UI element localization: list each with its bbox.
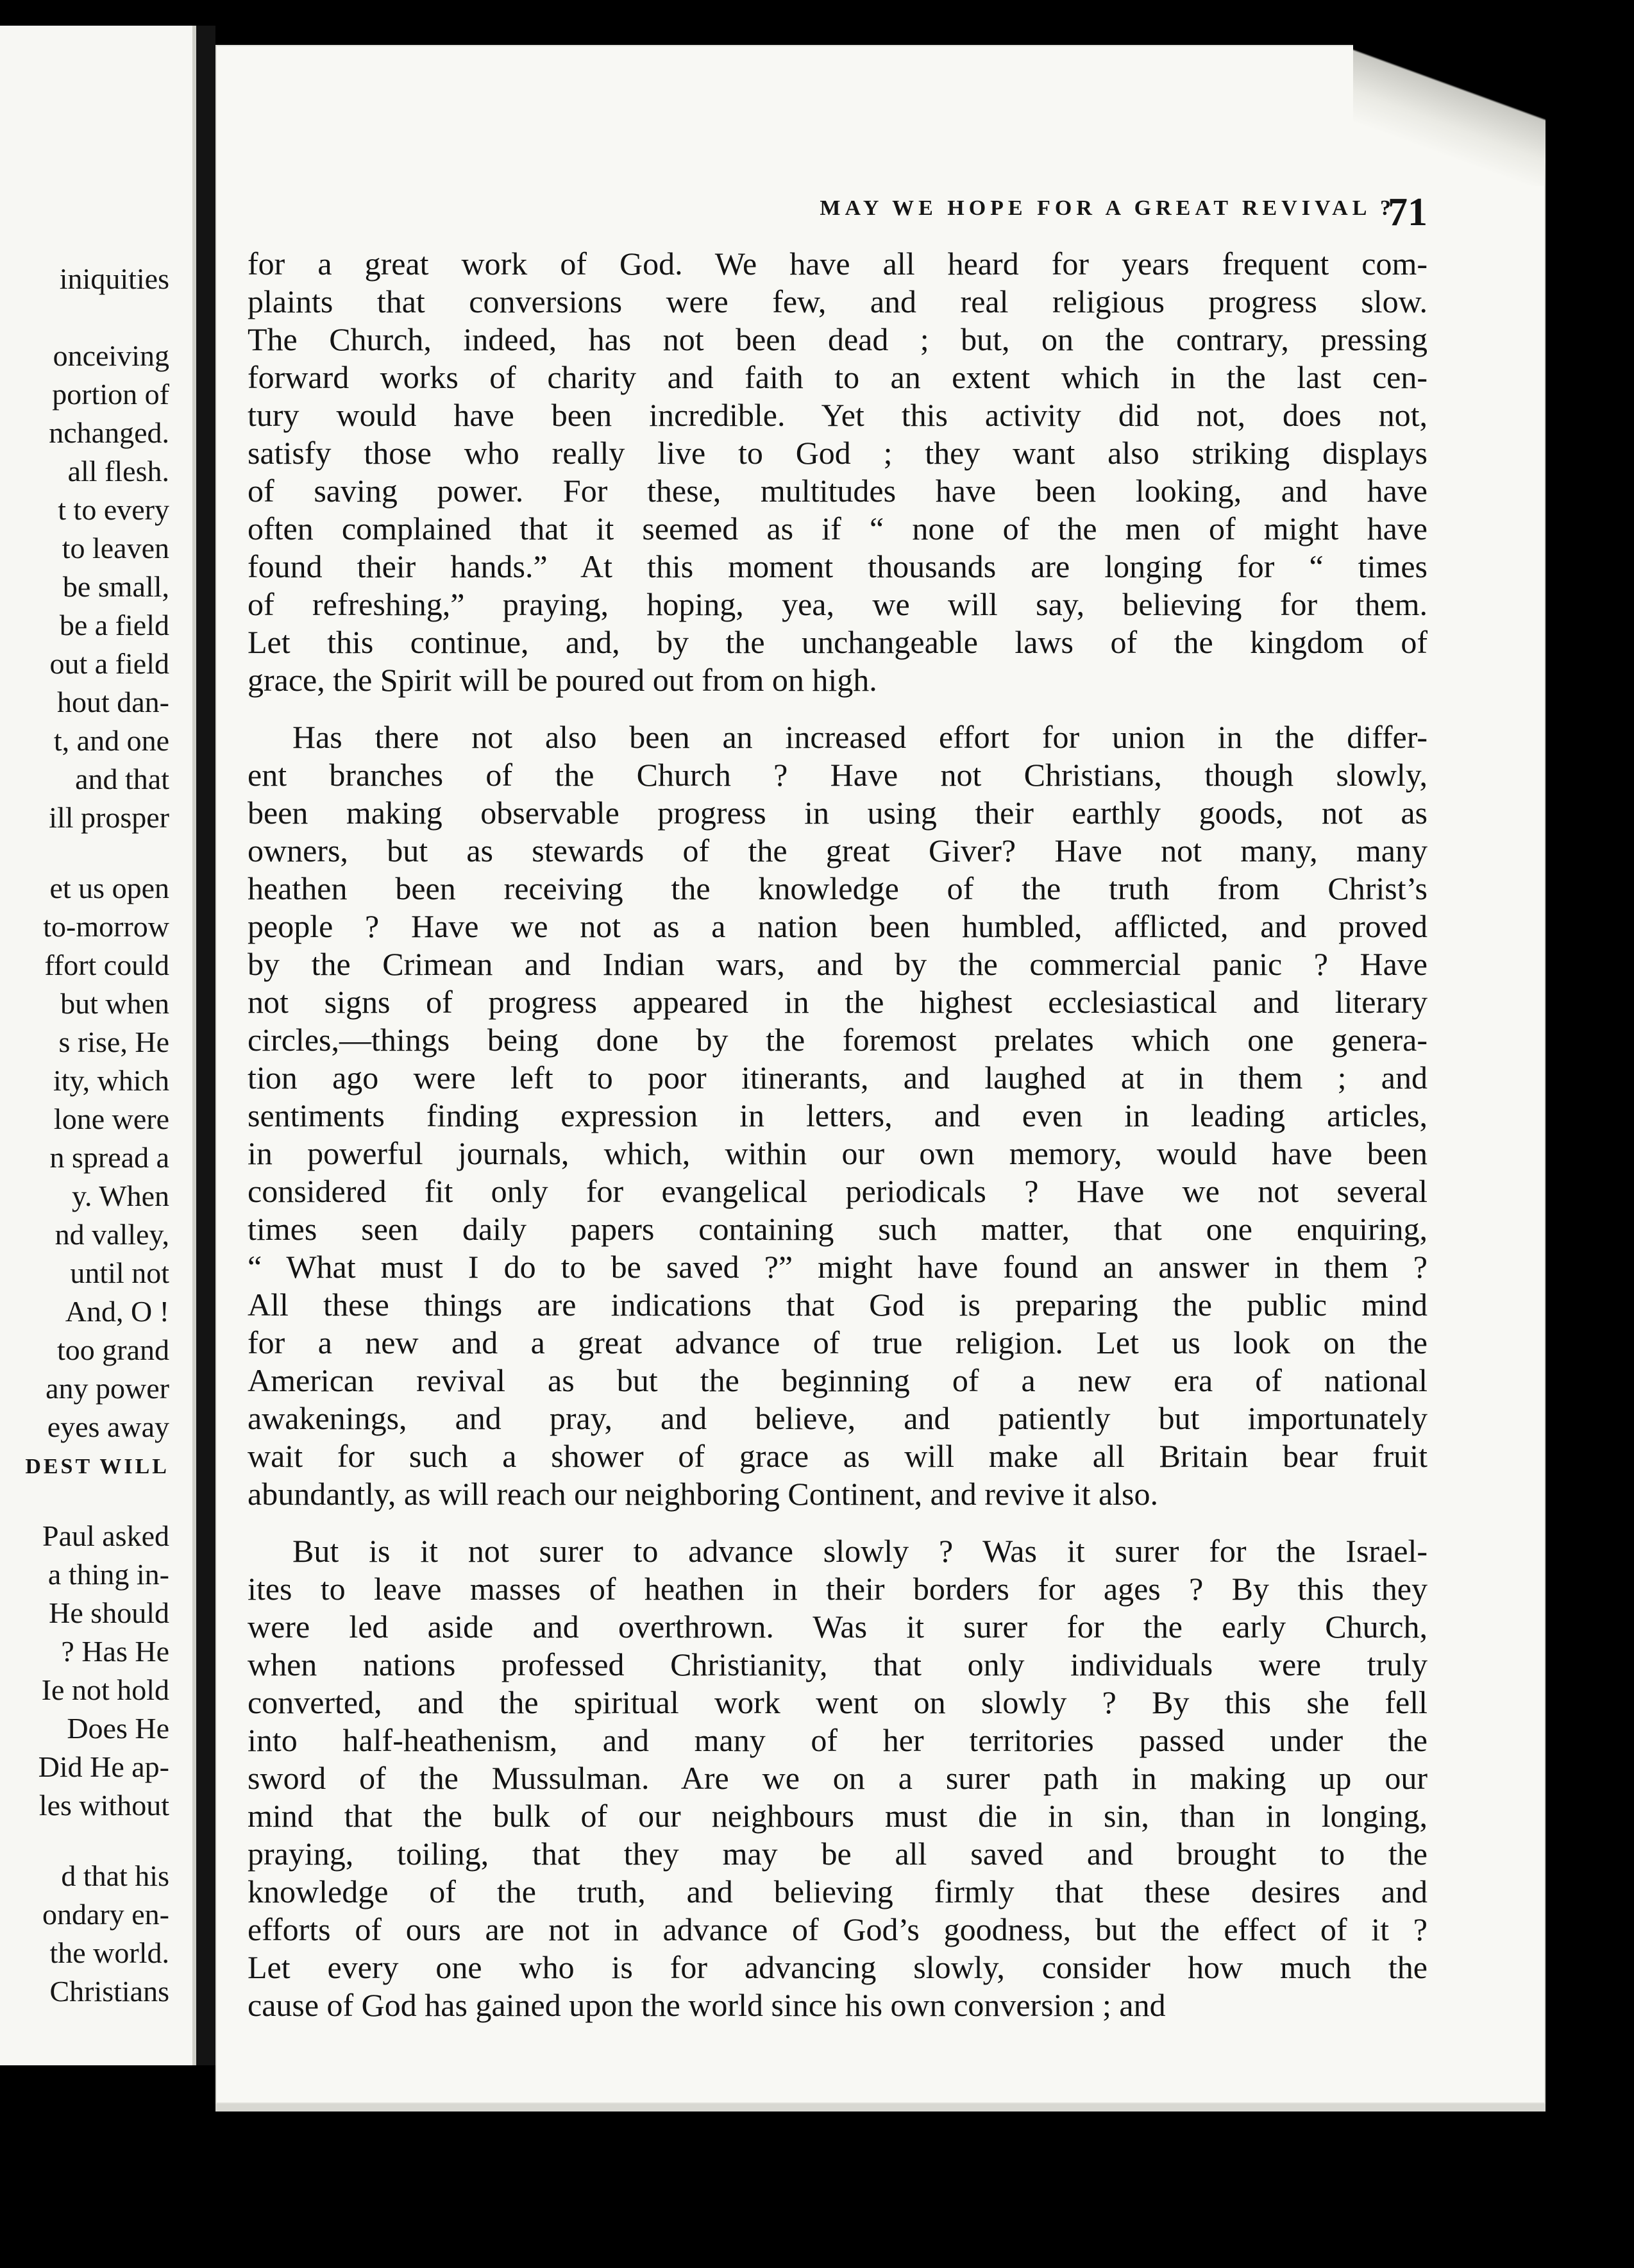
left-page-line: portion of	[52, 378, 169, 410]
text-line: considered fit only for evangelical periodicals ? Have we not several	[248, 1173, 1428, 1209]
left-page-line: too grand	[56, 1333, 169, 1366]
text-line: tury would have been incredible. Yet this activity did not, does not,	[248, 397, 1428, 433]
left-page-line: eyes away	[47, 1410, 169, 1443]
text-line: were led aside and overthrown. Was it surer for the early Church,	[248, 1609, 1428, 1645]
text-line: times seen daily papers containing such matter, that one enquiring,	[248, 1211, 1428, 1247]
left-page-line: a thing in-	[47, 1558, 169, 1591]
left-page-line: nd valley,	[55, 1218, 169, 1251]
left-page-line: ill prosper	[49, 801, 169, 834]
left-page-line: to-morrow	[43, 910, 169, 943]
left-page-line: les without	[38, 1789, 169, 1822]
text-line: tion ago were left to poor itinerants, and laughed at in them ; and	[248, 1060, 1428, 1096]
running-head	[215, 196, 1395, 221]
page-corner-curl	[1353, 45, 1546, 186]
book-gutter	[196, 26, 215, 2065]
text-line: awakenings, and pray, and believe, and patiently but importunately	[248, 1400, 1428, 1436]
text-line: of refreshing,” praying, hoping, yea, we will say, believing for them.	[248, 586, 1428, 622]
text-line: Has there not also been an increased effort for union in the differ-	[292, 719, 1428, 755]
left-page-line: n spread a	[49, 1141, 169, 1174]
running-head-text: MAY WE HOPE FOR A GREAT REVIVAL ?	[820, 196, 1395, 220]
text-line: “ What must I do to be saved ?” might have found an answer in them ?	[248, 1249, 1428, 1285]
text-line: The Church, indeed, has not been dead ; but, on the contrary, pressing	[248, 321, 1428, 357]
left-page-line: Ie not hold	[41, 1673, 169, 1706]
left-page-line: the world.	[49, 1936, 169, 1969]
text-line: But is it not surer to advance slowly ? Was it surer for the Israel-	[292, 1533, 1428, 1569]
left-page-line: and that	[75, 763, 169, 795]
text-line: praying, toiling, that they may be all saved and brought to the	[248, 1836, 1428, 1872]
text-line: plaints that conversions were few, and real religious progress slow.	[248, 284, 1428, 319]
left-page-line: y. When	[71, 1180, 169, 1212]
left-page-line: s rise, He	[58, 1026, 169, 1058]
left-page-line: nchanged.	[49, 416, 169, 449]
paragraph-gap	[248, 1513, 1428, 1532]
left-page-line: Christians	[49, 1975, 169, 2008]
text-line: converted, and the spiritual work went on slowly ? By this she fell	[248, 1684, 1428, 1720]
text-line: ites to leave masses of heathen in their borders for ages ? By this they	[248, 1571, 1428, 1607]
text-line: American revival as but the beginning of a new era of national	[248, 1362, 1428, 1398]
text-line: knowledge of the truth, and believing firmly that these desires and	[248, 1874, 1428, 1909]
left-page-line: Paul asked	[42, 1519, 169, 1552]
text-line: sentiments finding expression in letters, and even in leading articles,	[248, 1097, 1428, 1133]
left-page-line: out a field	[49, 647, 169, 680]
text-line: Let every one who is for advancing slowly, consider how much the	[248, 1949, 1428, 1985]
left-page-line: He should	[49, 1596, 169, 1629]
left-page-line: be a field	[59, 609, 169, 641]
left-page-line: until not	[70, 1257, 169, 1289]
left-page-line: ffort could	[44, 949, 169, 981]
left-page-line: Did He ap-	[38, 1750, 169, 1783]
main-page	[215, 45, 1546, 2104]
text-line: into half-heathenism, and many of her territories passed under the	[248, 1722, 1428, 1758]
left-page-line: DEST WILL	[25, 1455, 169, 1478]
left-page-line: iniquities	[59, 262, 169, 295]
left-page-line: t to every	[58, 493, 169, 526]
text-line: people ? Have we not as a nation been humbled, afflicted, and proved	[248, 908, 1428, 944]
left-page-line: ity, which	[53, 1064, 169, 1097]
text-line: circles,—things being done by the foremost prelates which one genera-	[248, 1022, 1428, 1058]
text-line: often complained that it seemed as if “ none of the men of might have	[248, 511, 1428, 546]
left-page-line: And, O !	[65, 1295, 169, 1328]
text-line: efforts of ours are not in advance of God’s goodness, but the effect of it ?	[248, 1911, 1428, 1947]
text-line: of saving power. For these, multitudes have been looking, and have	[248, 473, 1428, 509]
paragraph	[248, 245, 1428, 699]
left-page-line: any power	[46, 1372, 169, 1405]
page-number: 71	[1388, 190, 1428, 234]
text-line: mind that the bulk of our neighbours must die in sin, than in longing,	[248, 1798, 1428, 1834]
body-text	[248, 245, 1428, 2024]
left-page-line: be small,	[62, 570, 169, 603]
text-line: cause of God has gained upon the world since his own conversion ; and	[248, 1987, 1166, 2023]
text-line: in powerful journals, which, within our own memory, would have been	[248, 1135, 1428, 1171]
left-page-line: all flesh.	[67, 455, 169, 487]
left-page-line: ondary en-	[42, 1898, 169, 1931]
text-line: for a new and a great advance of true religion. Let us look on the	[248, 1324, 1428, 1360]
text-line: grace, the Spirit will be poured out from on high.	[248, 662, 877, 698]
text-line: heathen been receiving the knowledge of the truth from Christ’s	[248, 870, 1428, 906]
paragraph	[248, 1532, 1428, 2024]
text-line: by the Crimean and Indian wars, and by the commercial panic ? Have	[248, 946, 1428, 982]
left-page-line: ? Has He	[61, 1635, 169, 1668]
left-page-line: lone were	[53, 1103, 169, 1135]
left-page-line: hout dan-	[56, 686, 169, 718]
text-line: not signs of progress appeared in the highest ecclesiastical and literary	[248, 984, 1428, 1020]
text-line: satisfy those who really live to God ; they want also striking displays	[248, 435, 1428, 471]
text-line: owners, but as stewards of the great Giver? Have not many, many	[248, 833, 1428, 868]
left-page-line: t, and one	[53, 724, 169, 757]
left-page-fragment	[0, 26, 196, 2065]
text-line: wait for such a shower of grace as will make all Britain bear fruit	[248, 1438, 1428, 1474]
left-page-line: to leaven	[62, 532, 169, 564]
left-page-line: Does He	[67, 1712, 169, 1745]
text-line: for a great work of God. We have all heard for years frequent com-	[248, 246, 1428, 282]
text-line: forward works of charity and faith to an extent which in the last cen-	[248, 359, 1428, 395]
page-bottom-edge	[215, 2104, 1546, 2111]
text-line: found their hands.” At this moment thousands are longing for “ times	[248, 548, 1428, 584]
left-page-line: onceiving	[53, 339, 169, 372]
left-page-line: but when	[60, 987, 169, 1020]
text-line: when nations professed Christianity, that only individuals were truly	[248, 1646, 1428, 1682]
left-page-line: d that his	[61, 1859, 169, 1892]
paragraph-gap	[248, 699, 1428, 718]
text-line: sword of the Mussulman. Are we on a surer path in making up our	[248, 1760, 1428, 1796]
left-page-line: et us open	[49, 872, 169, 904]
text-line: All these things are indications that God is preparing the public mind	[248, 1287, 1428, 1323]
text-line: been making observable progress in using their earthly goods, not as	[248, 795, 1428, 831]
text-line: abundantly, as will reach our neighboring Continent, and revive it also.	[248, 1476, 1159, 1512]
text-line: ent branches of the Church ? Have not Christians, though slowly,	[248, 757, 1428, 793]
text-line: Let this continue, and, by the unchangeable laws of the kingdom of	[248, 624, 1428, 660]
paragraph	[248, 718, 1428, 1513]
